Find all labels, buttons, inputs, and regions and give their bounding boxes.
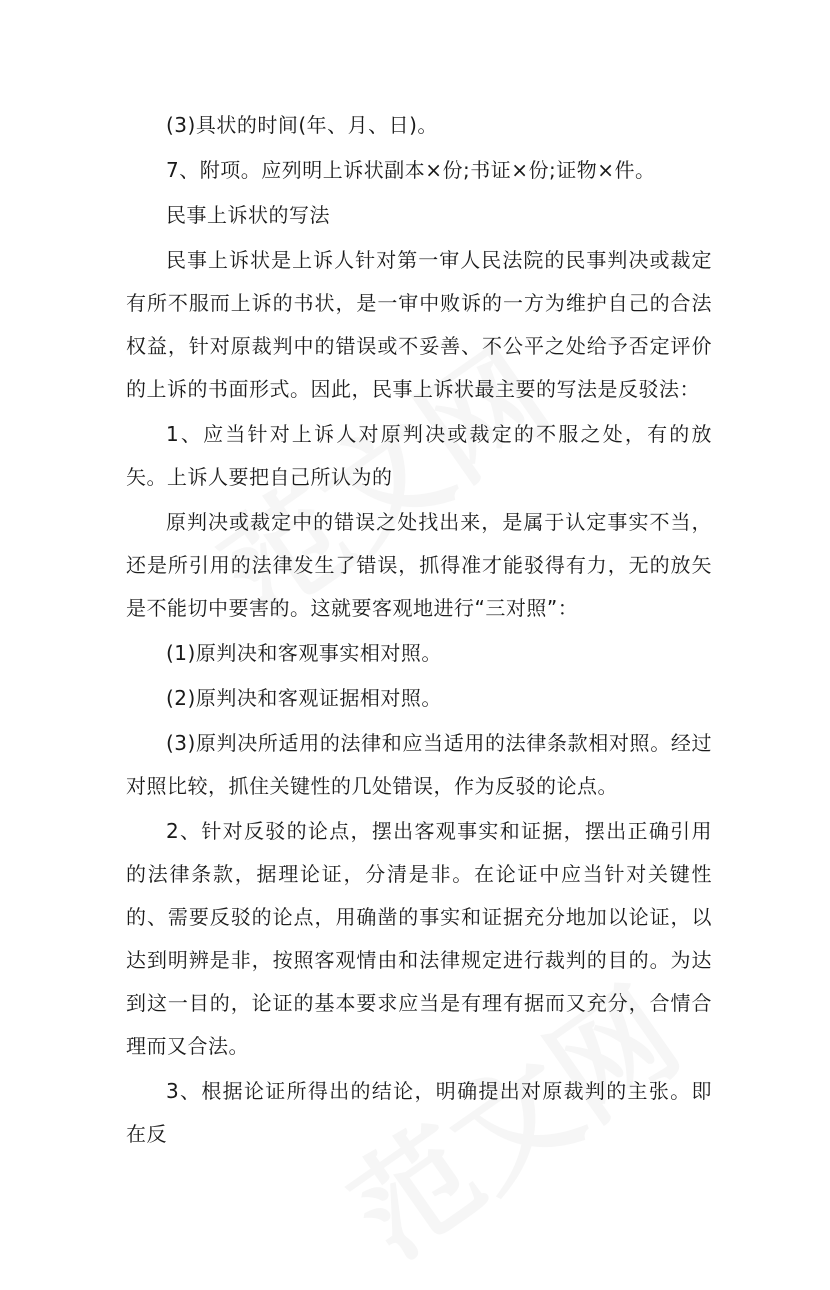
paragraph: 3、根据论证所得出的结论，明确提出对原裁判的主张。即在反 xyxy=(126,1079,712,1146)
paragraph: 1、应当针对上诉人对原判决或裁定的不服之处，有的放矢。上诉人要把自己所认为的 xyxy=(126,422,712,489)
paragraph: 民事上诉状是上诉人针对第一审人民法院的民事判决或裁定有所不服而上诉的书状，是一审中败诉的一方为维护自己的合法权益，针对原裁判中的错误或不妥善、不公平之处给予否定评价的上诉的书面形式。因此，民事上诉状最主要的写法是反驳法： xyxy=(126,248,712,401)
paragraph: 2、针对反驳的论点，摆出客观事实和证据，摆出正确引用的法律条款，据理论证，分清是非。在论证中应当针对关键性的、需要反驳的论点，用确凿的事实和证据充分地加以论证，以达到明辨是非，按照客观情由和法律规定进行裁判的目的。为达到这一目的，论证的基本要求应当是有理有据而又充分，合情合理而又合法。 xyxy=(126,819,712,1058)
paragraph: (2)原判决和客观证据相对照。 xyxy=(166,686,442,710)
paragraph: (3)具状的时间(年、月、日)。 xyxy=(166,113,438,137)
paragraph: 7、附项。应列明上诉状副本×份;书证×份;证物×件。 xyxy=(166,158,656,182)
paragraph: 原判决或裁定中的错误之处找出来，是属于认定事实不当，还是所引用的法律发生了错误，抓得准才能驳得有力，无的放矢是不能切中要害的。这就要客观地进行“三对照”： xyxy=(126,510,712,620)
document-body xyxy=(126,104,712,1158)
section-heading: 民事上诉状的写法 xyxy=(166,203,330,227)
paragraph: (1)原判决和客观事实相对照。 xyxy=(166,641,442,665)
paragraph: (3)原判决所适用的法律和应当适用的法律条款相对照。经过对照比较，抓住关键性的几处错误，作为反驳的论点。 xyxy=(126,731,712,798)
